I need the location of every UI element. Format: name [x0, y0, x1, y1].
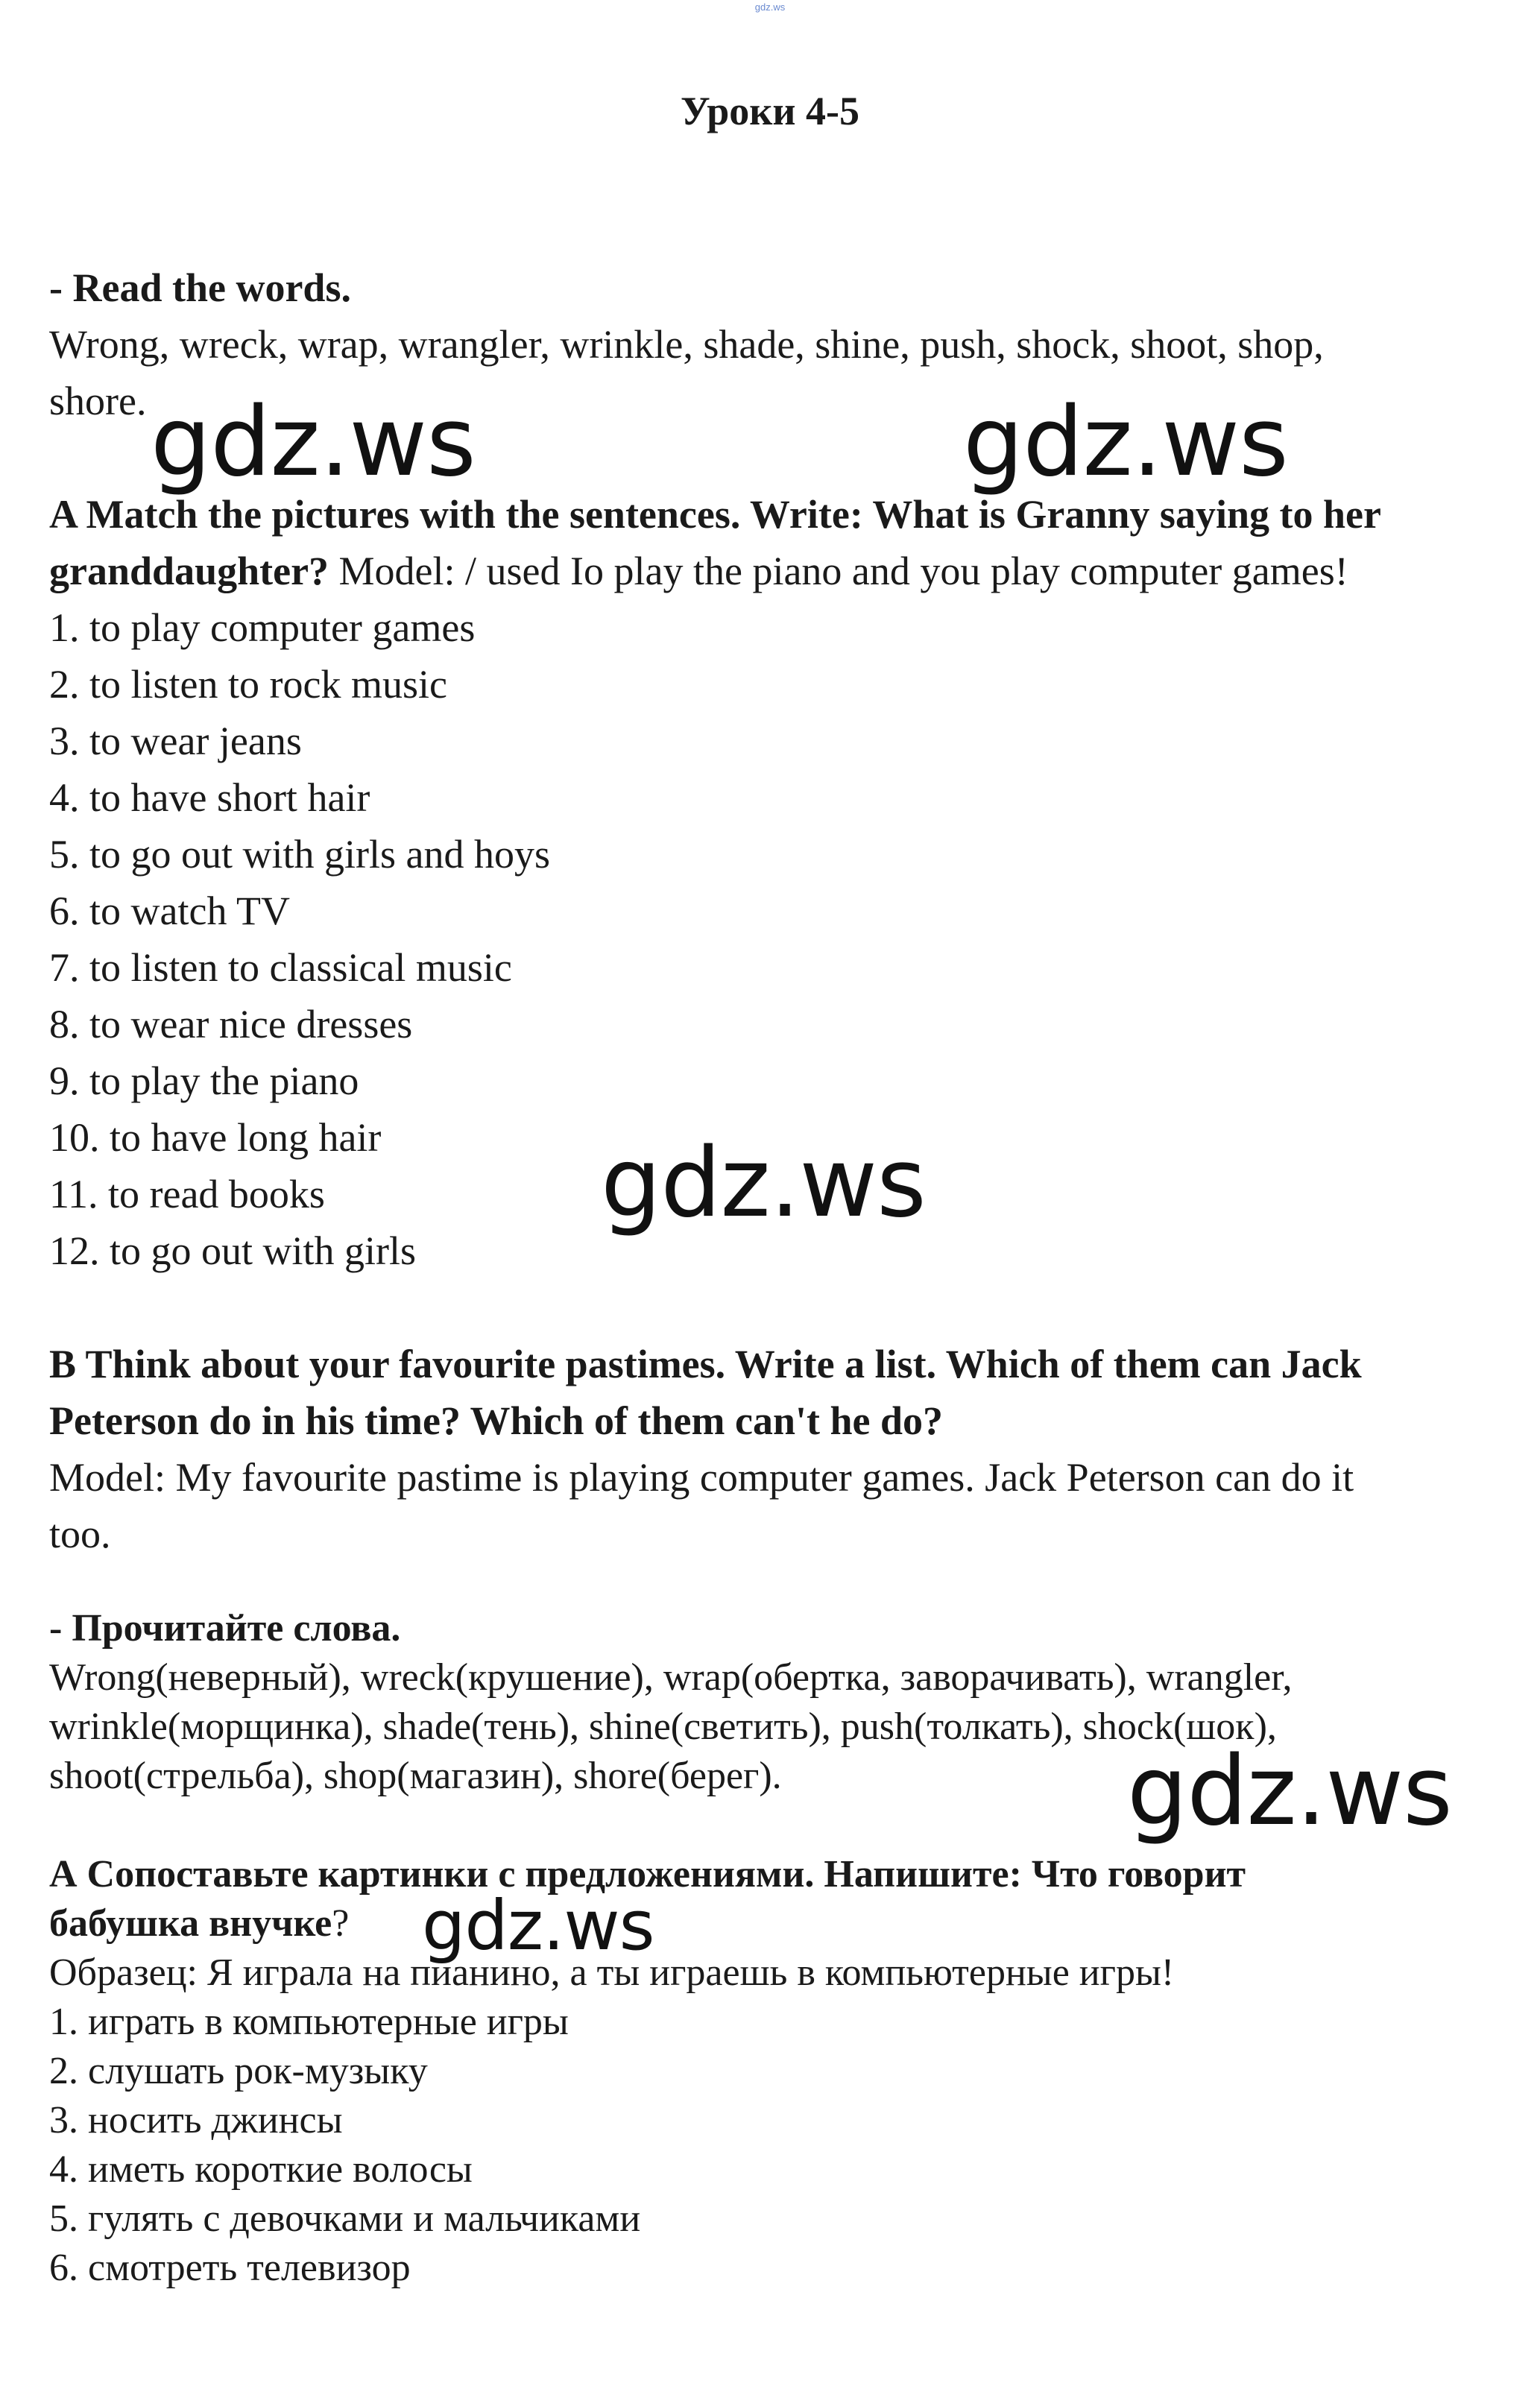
task-a-heading: A Match the pictures with the sentences. Write: What is Granny saying to her [49, 492, 1381, 537]
list-item: 6. смотреть телевизор [49, 2247, 411, 2289]
ru-read-line: shoot(стрельба), shop(магазин), shore(берег). [49, 1755, 782, 1797]
watermark: gdz.ws [601, 1128, 926, 1239]
ru-task-a-heading-bold: бабушка внучке [49, 1902, 332, 1945]
task-a-model: Model: / used Io play the piano and you play computer games! [329, 549, 1348, 593]
list-item: 9. to play the piano [49, 1058, 359, 1103]
list-item: 5. гулять с девочками и мальчиками [49, 2197, 641, 2240]
list-item: 1. играть в компьютерные игры [49, 2001, 569, 2043]
task-b-section [49, 1336, 1488, 1562]
list-item: 11. to read books [49, 1172, 325, 1216]
ru-read-heading: - Прочитайте слова. [49, 1607, 401, 1650]
list-item: 4. иметь короткие волосы [49, 2148, 473, 2191]
task-a-heading-bold: granddaughter? [49, 549, 329, 593]
read-words-line: shore. [49, 379, 147, 423]
list-item: 12. to go out with girls [49, 1228, 417, 1273]
task-a-heading-cont [49, 543, 1488, 599]
ru-task-a-heading-mark: ? [332, 1902, 350, 1945]
task-b-model: Model: My favourite pastime is playing computer games. Jack Peterson can do it [49, 1455, 1354, 1500]
ru-task-a-heading-cont [49, 1899, 1488, 1948]
site-mark: gdz.ws [754, 1, 786, 13]
list-item: 4. to have short hair [49, 775, 370, 820]
list-item: 10. to have long hair [49, 1115, 382, 1160]
ru-task-a-heading: А Сопоставьте картинки с предложениями. Напишите: Что говорит [49, 1853, 1246, 1896]
ru-task-a-model: Образец: Я играла на пианино, а ты играешь в компьютерные игры! [49, 1951, 1175, 1994]
list-item: 8. to wear nice dresses [49, 1002, 413, 1047]
watermark: gdz.ws [151, 387, 476, 498]
watermark: gdz.ws [1127, 1736, 1452, 1847]
ru-read-line: wrinkle(морщинка), shade(тень), shine(светить), push(толкать), shock(шок), [49, 1705, 1277, 1748]
task-b-heading: B Think about your favourite pastimes. Write a list. Which of them can Jack [49, 1342, 1362, 1386]
read-words-heading: - Read the words. [49, 265, 351, 310]
page-title: Уроки 4-5 [681, 89, 859, 133]
task-b-model: too. [49, 1512, 111, 1556]
list-item: 2. to listen to rock music [49, 662, 447, 707]
ru-task-a-section [49, 1850, 1488, 2293]
list-item: 5. to go out with girls and hoys [49, 832, 550, 877]
list-item: 6. to watch TV [49, 889, 290, 933]
list-item: 3. носить джинсы [49, 2099, 343, 2141]
list-item: 3. to wear jeans [49, 719, 302, 763]
list-item: 1. to play computer games [49, 605, 476, 650]
task-b-heading: Peterson do in his time? Which of them can't he do? [49, 1398, 943, 1443]
watermark: gdz.ws [422, 1886, 654, 1966]
read-words-line: Wrong, wreck, wrap, wrangler, wrinkle, shade, shine, push, shock, shoot, shop, [49, 322, 1324, 367]
ru-read-line: Wrong(неверный), wreck(крушение), wrap(обертка, заворачивать), wrangler, [49, 1656, 1293, 1699]
list-item: 7. to listen to classical music [49, 945, 512, 990]
list-item: 2. слушать рок-музыку [49, 2050, 428, 2092]
watermark: gdz.ws [963, 387, 1288, 498]
